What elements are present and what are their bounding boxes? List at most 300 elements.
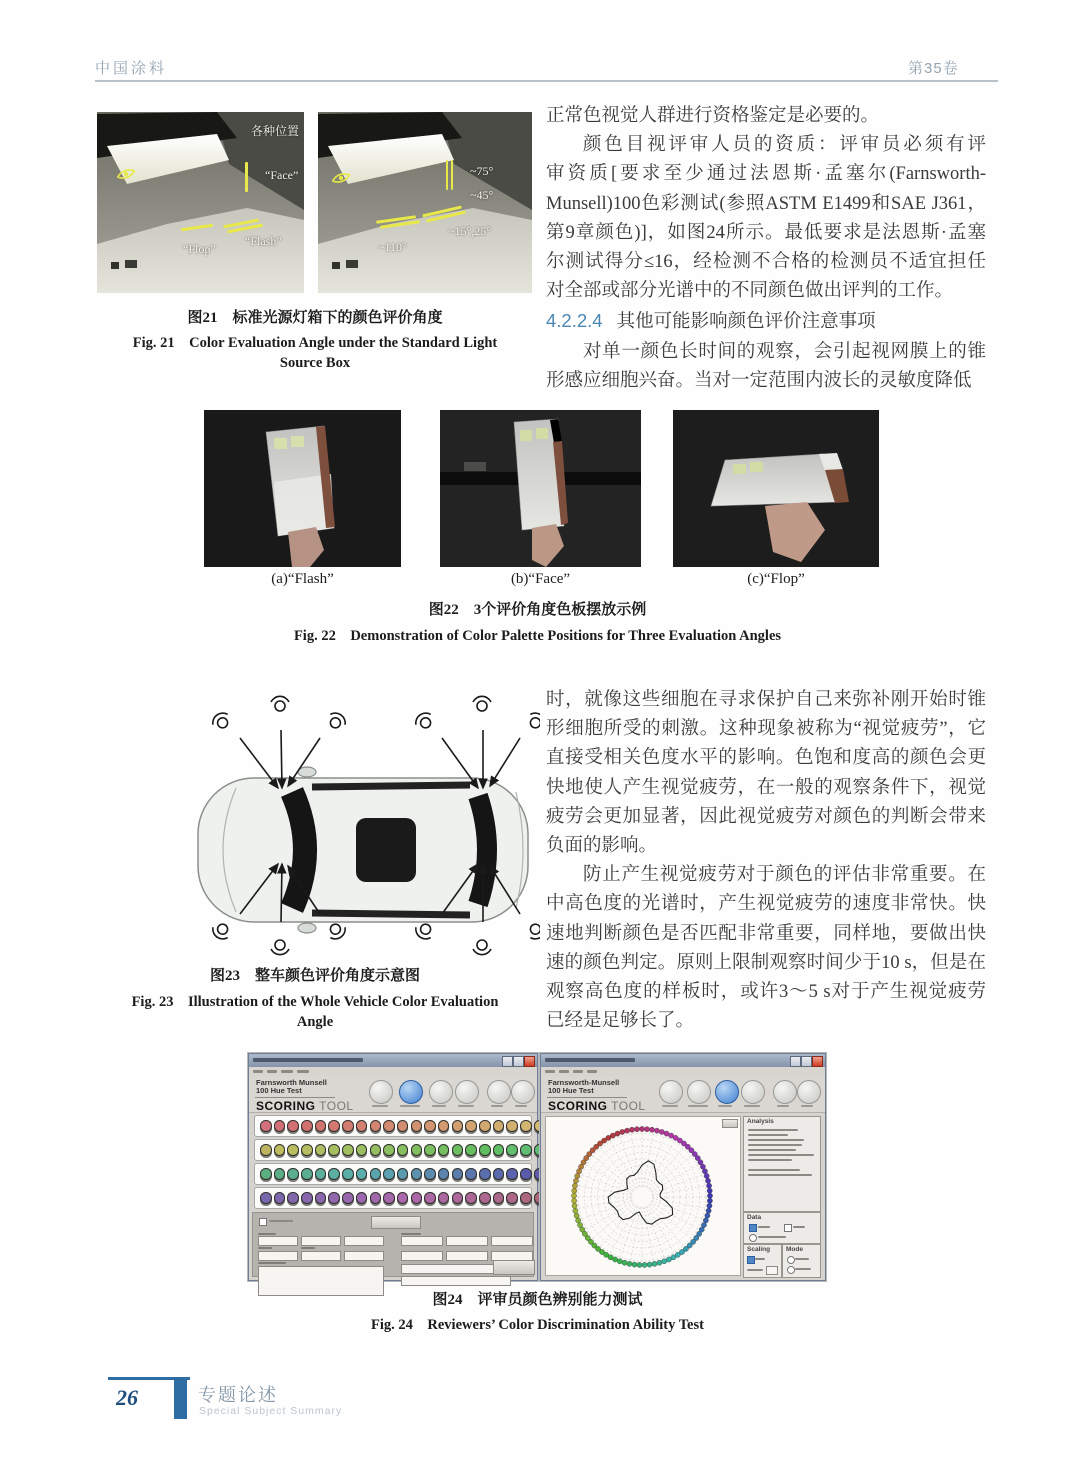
color-cap — [397, 1168, 409, 1180]
form-field — [258, 1251, 298, 1261]
hue-cap-dot — [574, 1213, 579, 1218]
fig22-label-b: (b)“Face” — [510, 571, 571, 587]
hue-cap-dot — [662, 1259, 667, 1264]
body-line: 形细胞所受的刺激。这种现象被称为“视觉疲劳”，它 — [546, 719, 986, 740]
fig21-caption-en1: Fig. 21 Color Evaluation Angle under the Standard Light — [132, 335, 498, 351]
fig21-caption-zh: 图21 标准光源灯箱下的颜色评价角度 — [187, 310, 443, 326]
step-icon-report — [455, 1080, 479, 1104]
hue-cap-dot — [620, 1129, 625, 1134]
field-label — [401, 1233, 421, 1235]
face-label: “Face” — [265, 168, 299, 182]
step-icon-label — [777, 1105, 789, 1107]
body-line: 观察高色度的样板时，或许3～5 s对于产生视觉疲劳 — [546, 982, 986, 1003]
fig22-photo-flash — [204, 410, 401, 567]
fig22-photo-flop — [673, 410, 879, 567]
hue-cap-dot — [652, 1261, 657, 1266]
analysis-text-line — [748, 1139, 804, 1141]
color-cap — [520, 1144, 532, 1156]
color-cap — [520, 1168, 532, 1180]
step-icon-label — [662, 1105, 678, 1107]
color-cap — [356, 1168, 368, 1180]
fig23-caption-zh: 图23 整车颜色评价角度示意图 — [209, 968, 420, 984]
minimize-button — [502, 1056, 513, 1067]
footer-accent-bar — [174, 1377, 187, 1419]
color-cap — [301, 1192, 313, 1204]
menu-item — [573, 1070, 583, 1073]
body-line: Munsell)100色彩测试(参照ASTM E1499和SAE J361， — [546, 193, 986, 214]
angle-15-25-label: ~15°,25° — [448, 224, 492, 238]
color-cap — [506, 1120, 518, 1132]
observer-cluster-top-left — [210, 696, 349, 788]
hue-cap-dot — [642, 1262, 647, 1267]
form-field — [446, 1251, 488, 1261]
color-cap — [506, 1144, 518, 1156]
color-cap — [424, 1144, 436, 1156]
palette-flash-graphic — [204, 410, 401, 567]
app-name-line2: 100 Hue Test — [548, 1086, 594, 1095]
polar-chart-panel — [545, 1116, 741, 1276]
color-cap — [438, 1120, 450, 1132]
hue-cap-dot — [577, 1222, 582, 1227]
fig23-caption-en1: Fig. 23 Illustration of the Whole Vehicle Color Evaluation — [131, 994, 499, 1010]
color-cap — [287, 1192, 299, 1204]
step-icon-label — [688, 1105, 708, 1107]
tool-word: TOOL — [319, 1099, 354, 1113]
minimize-button — [790, 1056, 801, 1067]
fig22-caption-zh: 图22 3个评价角度色板摆放示例 — [428, 602, 647, 618]
color-cap — [260, 1168, 272, 1180]
hue-cap-dot — [649, 1127, 654, 1132]
body-line: 审资质[要求至少通过法恩斯·孟塞尔(Farnsworth- — [546, 164, 986, 185]
color-cap — [479, 1168, 491, 1180]
hue-cap-dot — [572, 1188, 577, 1193]
maximize-button — [513, 1056, 524, 1067]
analysis-panel-title: Analysis — [747, 1118, 774, 1125]
palette-face-graphic — [440, 410, 641, 567]
menu-item — [267, 1070, 277, 1073]
polar-chart-graphic — [548, 1119, 736, 1271]
header-divider — [255, 1097, 335, 1098]
body-line: 负面的影响。 — [546, 836, 658, 857]
color-cap — [452, 1192, 464, 1204]
angle-45-label: ~45° — [470, 188, 494, 202]
journal-title: 中国涂料 — [95, 60, 168, 77]
hue-cap-dot — [706, 1183, 711, 1188]
body-line: 正常色视觉人群进行资格鉴定是必要的。 — [546, 106, 880, 126]
hue-cap-dot — [575, 1173, 580, 1178]
color-cap — [342, 1168, 354, 1180]
data-radio — [749, 1234, 757, 1242]
mode-panel — [782, 1244, 821, 1278]
score-form-panel — [252, 1212, 534, 1277]
hue-cap-dot — [571, 1193, 576, 1198]
color-cap — [465, 1144, 477, 1156]
hue-cap-dot — [704, 1173, 709, 1178]
color-cap — [465, 1168, 477, 1180]
hue-cap-dot — [705, 1178, 710, 1183]
fm-scoring-window-caps — [248, 1053, 538, 1281]
hue-cap-dot — [572, 1183, 577, 1188]
hue-cap-dot — [573, 1178, 578, 1183]
analysis-text-line — [748, 1149, 796, 1151]
color-cap — [274, 1168, 286, 1180]
mode-panel-title: Mode — [786, 1246, 803, 1253]
step-icon-analyze — [429, 1080, 453, 1104]
hue-cap-dot — [576, 1218, 581, 1223]
form-field — [401, 1251, 443, 1261]
color-cap — [342, 1120, 354, 1132]
color-cap — [397, 1120, 409, 1132]
color-cap — [383, 1120, 395, 1132]
page-number: 26 — [116, 1385, 138, 1410]
fig23-car-diagram — [140, 692, 540, 963]
color-cap — [397, 1192, 409, 1204]
color-cap — [260, 1120, 272, 1132]
body-line: 颜色目视评审人员的资质：评审员必须有评 — [583, 135, 986, 156]
color-cap — [287, 1120, 299, 1132]
analysis-text-line — [748, 1169, 800, 1171]
color-cap — [424, 1168, 436, 1180]
window-title-text — [545, 1058, 635, 1062]
color-cap — [452, 1144, 464, 1156]
analysis-text-line — [748, 1144, 802, 1146]
color-cap — [260, 1192, 272, 1204]
form-field — [401, 1276, 511, 1286]
step-icon-label — [491, 1105, 503, 1107]
hue-cap-dot — [647, 1262, 652, 1267]
color-cap — [383, 1144, 395, 1156]
hue-cap-dot — [627, 1261, 632, 1266]
field-label — [747, 1269, 763, 1271]
flop-label: “Flop” — [183, 242, 216, 256]
body-line: 直接受相关色度水平的影响。色饱和度高的颜色会更 — [546, 748, 986, 769]
color-cap — [383, 1192, 395, 1204]
fig21-caption-en2: Source Box — [279, 355, 351, 371]
body-line: 尔测试得分≤16，经检测不合格的检测员不适宜担任 — [546, 252, 986, 273]
form-checkbox — [259, 1218, 267, 1226]
angle-75-line — [446, 160, 448, 190]
scoring-word: SCORING — [256, 1099, 316, 1113]
step-icon-help — [511, 1080, 535, 1104]
color-cap — [493, 1168, 505, 1180]
fig22-caption-en: Fig. 22 Demonstration of Color Palette Positions for Three Evaluation Angles — [293, 628, 782, 644]
close-button — [812, 1056, 823, 1067]
cap-tray-row-4 — [254, 1187, 532, 1209]
footer-column-subtitle: Special Subject Summary — [199, 1405, 343, 1417]
color-cap — [479, 1192, 491, 1204]
color-cap — [356, 1192, 368, 1204]
color-cap — [274, 1192, 286, 1204]
step-icon-label — [801, 1105, 813, 1107]
hue-cap-dot — [702, 1169, 707, 1174]
fig22-label-c: (c)“Flop” — [747, 571, 805, 587]
app-name-line2: 100 Hue Test — [256, 1086, 302, 1095]
form-field — [344, 1251, 384, 1261]
body-line: 已经是足够长了。 — [546, 1011, 695, 1032]
color-cap — [411, 1192, 423, 1204]
body-line: 中高色度的光谱时，产生视觉疲劳的速度非常快。快 — [546, 894, 986, 915]
analysis-text-line — [748, 1159, 792, 1161]
face-angle-line — [245, 162, 248, 192]
fig21-photo-right — [318, 112, 532, 293]
step-icon-test — [687, 1080, 711, 1104]
color-cap — [356, 1144, 368, 1156]
fm-scoring-window-polar — [540, 1053, 826, 1281]
radio-label — [795, 1258, 809, 1260]
radio-label — [795, 1268, 811, 1270]
color-cap — [520, 1120, 532, 1132]
angle-75-line2 — [451, 160, 453, 190]
section-number: 4.2.2.4 — [546, 310, 603, 332]
fig23-caption-en2: Angle — [296, 1014, 334, 1030]
header-rule — [95, 80, 998, 82]
body-line: 防止产生视觉疲劳对于颜色的评估非常重要。在 — [583, 865, 986, 886]
hue-cap-dot — [654, 1128, 659, 1133]
hue-cap-dot — [624, 1128, 629, 1133]
scaling-checkbox — [747, 1256, 755, 1264]
right-column-bottom-text — [546, 686, 986, 1036]
scoring-word: SCORING — [548, 1099, 608, 1113]
color-cap — [370, 1192, 382, 1204]
color-cap — [301, 1144, 313, 1156]
color-cap — [342, 1144, 354, 1156]
close-button — [524, 1056, 535, 1067]
hue-cap-dot — [707, 1188, 712, 1193]
window-titlebar — [541, 1054, 825, 1067]
hue-cap-dot — [622, 1260, 627, 1265]
color-cap — [328, 1192, 340, 1204]
color-cap — [315, 1120, 327, 1132]
hue-cap-dot — [705, 1213, 710, 1218]
mode-radio-1 — [787, 1256, 795, 1264]
color-cap — [438, 1192, 450, 1204]
field-label — [258, 1233, 276, 1235]
hue-error-polar-chart — [548, 1119, 736, 1276]
menu-item — [297, 1070, 309, 1073]
body-line: 对单一颜色长时间的观察，会引起视网膜上的锥 — [583, 341, 986, 362]
analysis-panel — [743, 1116, 821, 1212]
menu-item — [587, 1070, 597, 1073]
color-cap — [452, 1120, 464, 1132]
color-cap — [411, 1168, 423, 1180]
menu-item — [559, 1070, 569, 1073]
color-cap — [424, 1192, 436, 1204]
fig24-caption-en: Fig. 24 Reviewers’ Color Discrimination Ability Test — [371, 1317, 704, 1333]
field-label — [258, 1262, 286, 1264]
cap-tray-row-1 — [254, 1115, 532, 1137]
mode-radio-2 — [787, 1266, 795, 1274]
step-icon-help — [797, 1080, 821, 1104]
offset-button — [371, 1216, 421, 1229]
color-cap — [465, 1120, 477, 1132]
body-line: 疲劳会更加显著，因此视觉疲劳对颜色的判断会带来 — [546, 806, 986, 827]
hue-cap-dot — [664, 1131, 669, 1136]
hue-cap-dot — [659, 1129, 664, 1134]
menu-item — [281, 1070, 293, 1073]
color-cap — [328, 1168, 340, 1180]
body-line: 形感应细胞兴奋。当对一定范围内波长的灵敏度降低 — [546, 370, 972, 391]
hue-cap-dot — [707, 1198, 712, 1203]
hue-cap-dot — [573, 1208, 578, 1213]
cap-tray-row-2 — [254, 1139, 532, 1161]
hue-cap-dot — [637, 1262, 642, 1267]
body-line: 对全部或部分光谱中的不同颜色做出评判的工作。 — [546, 281, 954, 302]
submit-button — [493, 1260, 535, 1275]
observer-cluster-top-right — [413, 696, 540, 788]
checkbox-label — [269, 1220, 293, 1222]
analysis-text-line — [748, 1129, 798, 1131]
color-cap — [315, 1168, 327, 1180]
data-checkbox-second — [784, 1224, 792, 1232]
color-cap — [479, 1144, 491, 1156]
hue-cap-dot — [707, 1203, 712, 1208]
step-icon-caps — [659, 1080, 683, 1104]
form-field — [446, 1236, 488, 1246]
scoring-tool-title — [548, 1099, 646, 1113]
tool-word: TOOL — [611, 1099, 646, 1113]
window-titlebar — [249, 1054, 537, 1067]
color-cap — [301, 1168, 313, 1180]
right-column-top-text — [546, 102, 986, 396]
hue-cap-dot — [610, 1133, 615, 1138]
window-header — [541, 1076, 825, 1113]
color-cap — [301, 1120, 313, 1132]
data-checkbox-first — [749, 1224, 757, 1232]
step-icon-label — [432, 1105, 446, 1107]
color-cap — [315, 1144, 327, 1156]
color-cap — [383, 1168, 395, 1180]
window-title-text — [253, 1058, 363, 1062]
hue-cap-dot — [666, 1257, 671, 1262]
footer-column-title: 专题论述 — [198, 1385, 278, 1405]
step-icon-label — [515, 1105, 527, 1107]
fig22-photo-face — [440, 410, 641, 567]
fig24-caption-zh: 图24 评审员颜色辨别能力测试 — [432, 1292, 643, 1308]
color-cap — [287, 1144, 299, 1156]
window-header — [249, 1076, 537, 1113]
step-icon-label — [458, 1105, 474, 1107]
color-cap — [520, 1192, 532, 1204]
hue-cap-dot — [707, 1193, 712, 1198]
color-cap — [506, 1192, 518, 1204]
step-icon-print — [487, 1080, 511, 1104]
data-panel-title: Data — [747, 1214, 762, 1221]
hue-cap-dot — [617, 1259, 622, 1264]
hue-cap-dot — [657, 1260, 662, 1265]
header-divider — [547, 1097, 627, 1098]
form-field — [301, 1251, 341, 1261]
step-icon-label — [372, 1105, 388, 1107]
form-field — [344, 1236, 384, 1246]
form-field — [401, 1236, 443, 1246]
maximize-button — [801, 1056, 812, 1067]
angle-110-label: ~110° — [378, 240, 407, 254]
hue-cap-dot — [629, 1127, 634, 1132]
body-line: 速地判断颜色是否匹配非常重要，同样地，要做出快 — [546, 923, 986, 944]
form-field — [258, 1236, 298, 1246]
color-cap — [370, 1144, 382, 1156]
form-field — [491, 1236, 533, 1246]
menu-item — [253, 1070, 263, 1073]
hue-cap-dot — [632, 1262, 637, 1267]
color-cap — [411, 1144, 423, 1156]
color-cap — [370, 1120, 382, 1132]
color-cap — [356, 1120, 368, 1132]
color-cap — [260, 1144, 272, 1156]
scoring-tool-title — [256, 1099, 354, 1113]
menu-item — [545, 1070, 555, 1073]
fig22-label-a: (a)“Flash” — [271, 571, 334, 587]
hue-cap-dot — [639, 1126, 644, 1131]
checkbox-label — [758, 1226, 770, 1228]
scaling-value-field — [766, 1266, 778, 1275]
color-cap — [465, 1192, 477, 1204]
hue-cap-dot — [572, 1198, 577, 1203]
form-field — [301, 1236, 341, 1246]
body-line: 快地使人产生视觉疲劳，在一般的观察条件下，视觉 — [546, 777, 986, 798]
data-panel — [743, 1212, 821, 1244]
car-top-view-graphic — [140, 692, 540, 958]
step-icon-caps — [369, 1080, 393, 1104]
step-icon-report — [741, 1080, 765, 1104]
step-icon-test-active — [399, 1080, 423, 1104]
color-cap — [493, 1120, 505, 1132]
color-cap — [438, 1144, 450, 1156]
step-icon-label — [718, 1105, 732, 1107]
hue-cap-dot — [706, 1208, 711, 1213]
hue-cap-dot — [703, 1218, 708, 1223]
color-cap — [315, 1192, 327, 1204]
scaling-panel — [743, 1244, 782, 1278]
step-icon-label — [744, 1105, 760, 1107]
section-title: 其他可能影响颜色评价注意事项 — [616, 312, 876, 333]
app-name-line1: Farnsworth Munsell — [256, 1078, 327, 1087]
fig21-photo-left — [97, 112, 304, 293]
flash-label: “Flash” — [245, 234, 282, 248]
color-cap — [328, 1120, 340, 1132]
color-cap — [370, 1168, 382, 1180]
radio-label — [758, 1236, 786, 1238]
body-line: 时，就像这些细胞在寻求保护自己来弥补刚开始时锥 — [546, 690, 986, 710]
analysis-text-line — [748, 1134, 788, 1136]
color-cap — [506, 1168, 518, 1180]
color-cap — [274, 1120, 286, 1132]
step-icon-label — [400, 1105, 420, 1107]
field-label — [301, 1247, 315, 1249]
color-cap — [438, 1168, 450, 1180]
checkbox-label — [793, 1226, 805, 1228]
lightbox-photo-graphic — [318, 112, 532, 293]
color-cap — [397, 1144, 409, 1156]
photo-label-positions: 各种位置 — [250, 124, 299, 138]
hue-cap-dot — [615, 1131, 620, 1136]
body-line: 第9章颜色)]，如图24所示。最低要求是法恩斯·孟塞 — [546, 222, 986, 243]
lightbox-photo-graphic — [97, 112, 304, 293]
section-heading — [546, 306, 986, 337]
analysis-text-line — [748, 1174, 812, 1176]
color-cap — [493, 1192, 505, 1204]
color-cap — [287, 1168, 299, 1180]
hue-cap-dot — [572, 1203, 577, 1208]
color-cap — [493, 1144, 505, 1156]
analysis-text-line — [748, 1154, 814, 1156]
scaling-panel-title: Scaling — [747, 1246, 771, 1253]
color-cap — [342, 1192, 354, 1204]
step-icon-print — [773, 1080, 797, 1104]
cap-tray-row-3 — [254, 1163, 532, 1185]
checkbox-label — [755, 1258, 765, 1260]
body-line: 速的颜色判定。原则上限制观察时间少于10 s，但是在 — [546, 952, 986, 973]
